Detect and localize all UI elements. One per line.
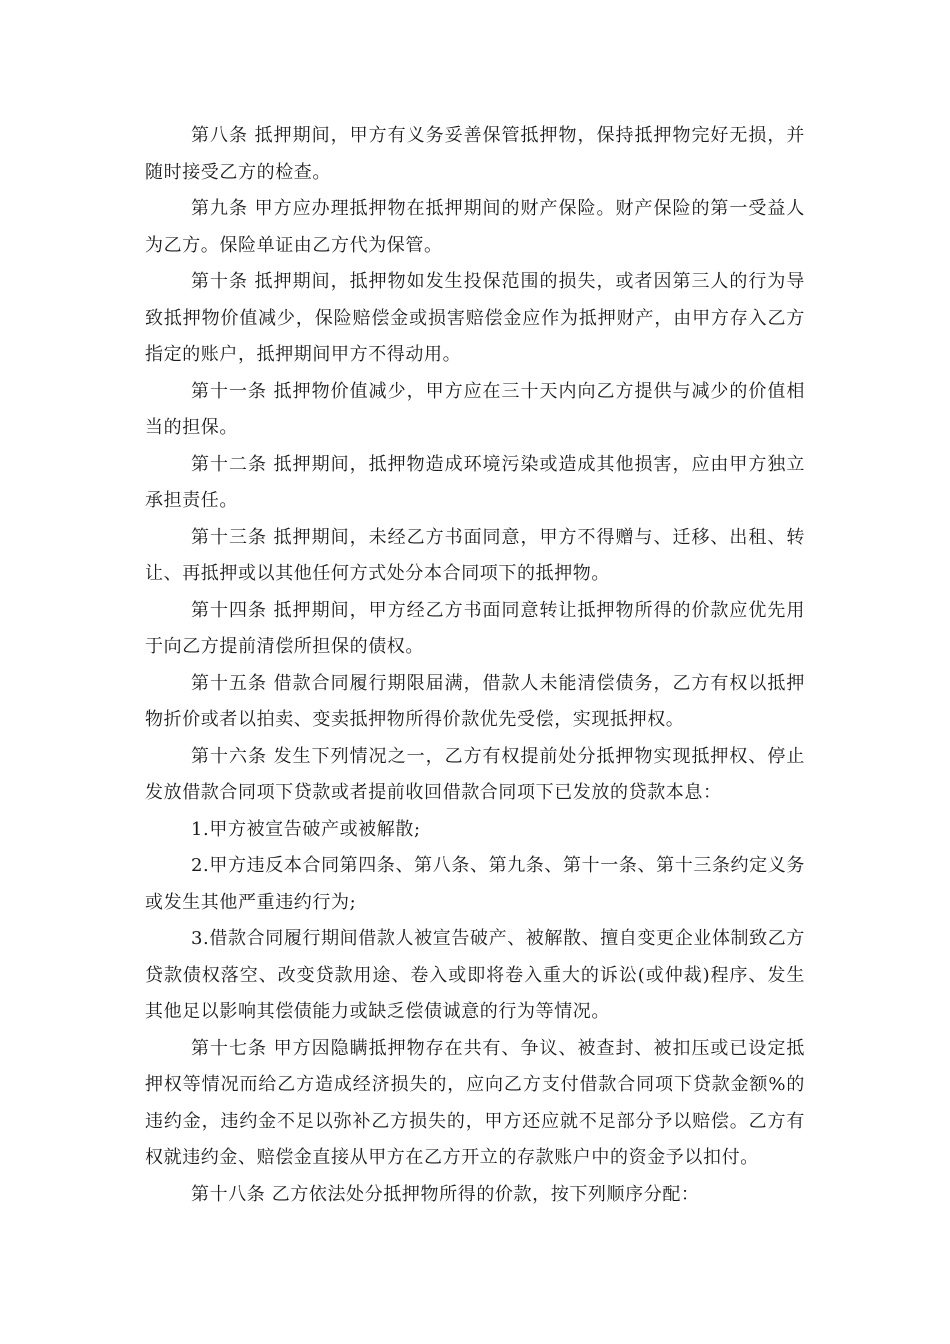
clause-14: 第十四条 抵押期间，甲方经乙方书面同意转让抵押物所得的价款应优先用于向乙方提前清偿所担保的债权。 <box>145 599 805 657</box>
clause-18: 第十八条 乙方依法处分抵押物所得的价款，按下列顺序分配： <box>191 1183 700 1205</box>
clause-10: 第十条 抵押期间，抵押物如发生投保范围的损失，或者因第三人的行为导致抵押物价值减少，保险赔偿金或损害赔偿金应作为抵押财产，由甲方存入乙方指定的账户，抵押期间甲方不得动用。 <box>145 271 805 365</box>
clause-16-item-1: 1.甲方被宣告破产或被解散; <box>191 818 421 840</box>
clause-8: 第八条 抵押期间，甲方有义务妥善保管抵押物，保持抵押物完好无损，并随时接受乙方的检查。 <box>145 125 805 183</box>
clause-9: 第九条 甲方应办理抵押物在抵押期间的财产保险。财产保险的第一受益人为乙方。保险单证由乙方代为保管。 <box>145 198 805 256</box>
clause-16-item-2: 2.甲方违反本合同第四条、第八条、第九条、第十一条、第十三条约定义务或发生其他严重违约行为; <box>145 855 805 913</box>
clause-12: 第十二条 抵押期间，抵押物造成环境污染或造成其他损害，应由甲方独立承担责任。 <box>145 453 805 511</box>
clause-16: 第十六条 发生下列情况之一，乙方有权提前处分抵押物实现抵押权、停止发放借款合同项下贷款或者提前收回借款合同项下已发放的贷款本息： <box>145 745 805 803</box>
clause-15: 第十五条 借款合同履行期限届满，借款人未能清偿债务，乙方有权以抵押物折价或者以拍卖、变卖抵押物所得价款优先受偿，实现抵押权。 <box>145 672 805 730</box>
clause-17: 第十七条 甲方因隐瞒抵押物存在共有、争议、被查封、被扣压或已设定抵押权等情况而给乙方造成经济损失的，应向乙方支付借款合同项下贷款金额%的违约金，违约金不足以弥补乙方损失的，甲方还应就不足部分予以赔偿。乙方有权就违约金、赔偿金直接从甲方在乙方开立的存款账户中的资金予以扣付。 <box>145 1037 805 1168</box>
document-body <box>145 118 805 1213</box>
clause-11: 第十一条 抵押物价值减少，甲方应在三十天内向乙方提供与减少的价值相当的担保。 <box>145 380 805 438</box>
clause-13: 第十三条 抵押期间，未经乙方书面同意，甲方不得赠与、迁移、出租、转让、再抵押或以其他任何方式处分本合同项下的抵押物。 <box>145 526 805 584</box>
clause-16-item-3: 3.借款合同履行期间借款人被宣告破产、被解散、擅自变更企业体制致乙方贷款债权落空、改变贷款用途、卷入或即将卷入重大的诉讼(或仲裁)程序、发生其他足以影响其偿债能力或缺乏偿债诚意的行为等情况。 <box>145 928 805 1022</box>
